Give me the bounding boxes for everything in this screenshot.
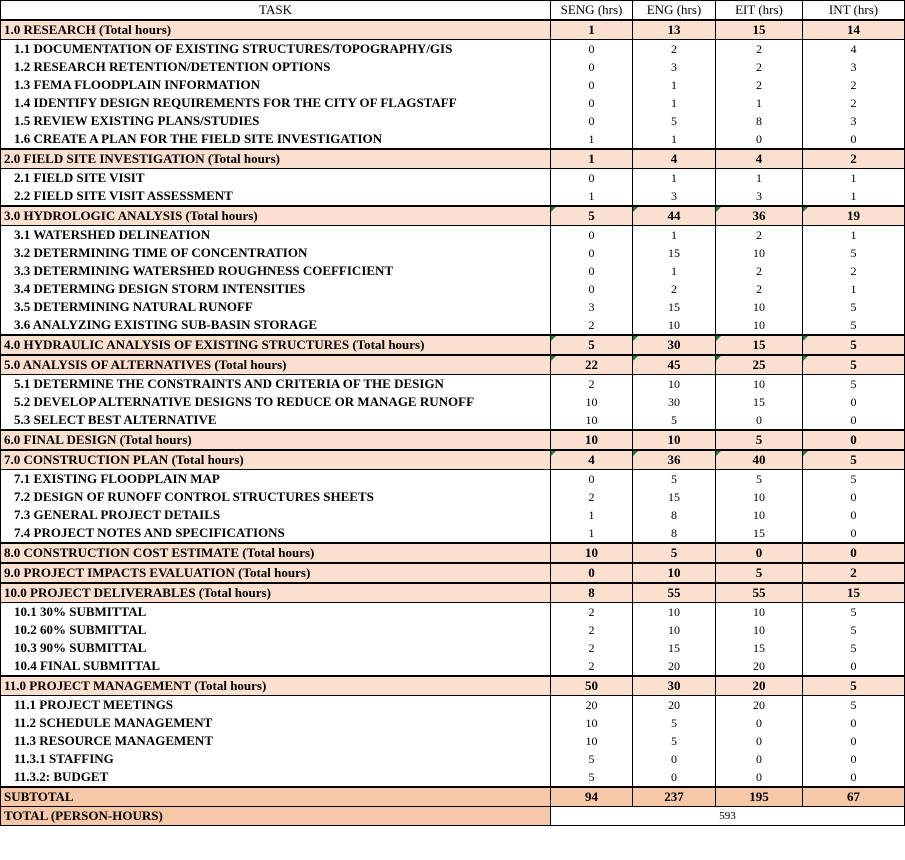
cell-int: 5 bbox=[803, 621, 905, 639]
cell-int: 1 bbox=[803, 280, 905, 298]
task-total-row bbox=[1, 20, 905, 40]
header-row bbox=[1, 1, 905, 21]
subtask-row bbox=[1, 657, 905, 676]
cell-seng: 0 bbox=[551, 94, 633, 112]
grand-total-label: TOTAL (PERSON-HOURS) bbox=[1, 807, 551, 826]
cell-eit: 2 bbox=[716, 226, 803, 245]
cell-eng: 5 bbox=[633, 112, 716, 130]
cell-eit: 5 bbox=[716, 430, 803, 450]
subtask-row bbox=[1, 58, 905, 76]
cell-task: 1.3 FEMA FLOODPLAIN INFORMATION bbox=[1, 76, 551, 94]
cell-int: 5 bbox=[803, 316, 905, 335]
cell-seng: 2 bbox=[551, 488, 633, 506]
cell-eit: 55 bbox=[716, 583, 803, 603]
cell-eit: 10 bbox=[716, 603, 803, 622]
cell-seng: 2 bbox=[551, 316, 633, 335]
cell-eng: 5 bbox=[633, 411, 716, 430]
cell-seng: 3 bbox=[551, 298, 633, 316]
cell-eng: 4 bbox=[633, 149, 716, 169]
cell-seng: 8 bbox=[551, 583, 633, 603]
cell-eit: 10 bbox=[716, 375, 803, 394]
cell-int: 0 bbox=[803, 768, 905, 787]
cell-task: 5.0 ANALYSIS OF ALTERNATIVES (Total hours) bbox=[1, 355, 551, 375]
cell-int: 5 bbox=[803, 639, 905, 657]
task-total-row bbox=[1, 355, 905, 375]
cell-int: 0 bbox=[803, 130, 905, 149]
task-total-row bbox=[1, 676, 905, 696]
cell-seng: 0 bbox=[551, 262, 633, 280]
cell-task: 1.1 DOCUMENTATION OF EXISTING STRUCTURES/TOPOGRAPHY/GIS bbox=[1, 40, 551, 59]
cell-eit: 2 bbox=[716, 280, 803, 298]
cell-task: 10.3 90% SUBMITTAL bbox=[1, 639, 551, 657]
cell-seng: 0 bbox=[551, 244, 633, 262]
cell-seng: 0 bbox=[551, 76, 633, 94]
cell-int: 2 bbox=[803, 563, 905, 583]
cell-eng: 13 bbox=[633, 20, 716, 40]
cell-task: 11.0 PROJECT MANAGEMENT (Total hours) bbox=[1, 676, 551, 696]
cell-eit: 0 bbox=[716, 130, 803, 149]
grand-total-value: 593 bbox=[551, 807, 905, 826]
cell-eng: 30 bbox=[633, 676, 716, 696]
cell-seng: 20 bbox=[551, 696, 633, 715]
cell-int: 4 bbox=[803, 40, 905, 59]
cell-task: 3.6 ANALYZING EXISTING SUB-BASIN STORAGE bbox=[1, 316, 551, 335]
cell-int: 0 bbox=[803, 506, 905, 524]
cell-task: 1.0 RESEARCH (Total hours) bbox=[1, 20, 551, 40]
cell-int: 0 bbox=[803, 393, 905, 411]
cell-eng: 3 bbox=[633, 58, 716, 76]
cell-eit: 0 bbox=[716, 411, 803, 430]
cell-task: 3.2 DETERMINING TIME OF CONCENTRATION bbox=[1, 244, 551, 262]
cell-eng: 20 bbox=[633, 696, 716, 715]
cell-eng: 15 bbox=[633, 244, 716, 262]
cell-task: 5.3 SELECT BEST ALTERNATIVE bbox=[1, 411, 551, 430]
subtask-row bbox=[1, 411, 905, 430]
subtask-row bbox=[1, 639, 905, 657]
cell-int: 0 bbox=[803, 411, 905, 430]
cell-int: 0 bbox=[803, 714, 905, 732]
cell-int: 5 bbox=[803, 603, 905, 622]
cell-seng: 22 bbox=[551, 355, 633, 375]
cell-seng: 10 bbox=[551, 543, 633, 563]
cell-task: 1.4 IDENTIFY DESIGN REQUIREMENTS FOR THE CITY OF FLAGSTAFF bbox=[1, 94, 551, 112]
cell-int: 14 bbox=[803, 20, 905, 40]
cell-seng: 2 bbox=[551, 375, 633, 394]
cell-int: 0 bbox=[803, 657, 905, 676]
cell-eit: 20 bbox=[716, 676, 803, 696]
task-total-row bbox=[1, 335, 905, 355]
cell-seng: 4 bbox=[551, 450, 633, 470]
cell-eit: 0 bbox=[716, 714, 803, 732]
cell-int: 5 bbox=[803, 450, 905, 470]
cell-int: 1 bbox=[803, 169, 905, 188]
cell-task: 8.0 CONSTRUCTION COST ESTIMATE (Total hours) bbox=[1, 543, 551, 563]
cell-int: 0 bbox=[803, 524, 905, 543]
cell-eng: 5 bbox=[633, 543, 716, 563]
cell-eng: 1 bbox=[633, 76, 716, 94]
cell-task: 10.1 30% SUBMITTAL bbox=[1, 603, 551, 622]
cell-seng: 10 bbox=[551, 714, 633, 732]
cell-eit: 0 bbox=[716, 732, 803, 750]
cell-int: 0 bbox=[803, 732, 905, 750]
subtask-row bbox=[1, 280, 905, 298]
cell-task: 2.0 FIELD SITE INVESTIGATION (Total hours) bbox=[1, 149, 551, 169]
cell-task: 3.5 DETERMINING NATURAL RUNOFF bbox=[1, 298, 551, 316]
cell-seng: 1 bbox=[551, 149, 633, 169]
cell-task: 1.6 CREATE A PLAN FOR THE FIELD SITE INVESTIGATION bbox=[1, 130, 551, 149]
subtotal-int: 67 bbox=[803, 787, 905, 807]
cell-eng: 10 bbox=[633, 563, 716, 583]
cell-int: 5 bbox=[803, 676, 905, 696]
cell-int: 1 bbox=[803, 226, 905, 245]
subtask-row bbox=[1, 750, 905, 768]
subtask-row bbox=[1, 603, 905, 622]
cell-seng: 1 bbox=[551, 20, 633, 40]
cell-eit: 15 bbox=[716, 20, 803, 40]
cell-eng: 10 bbox=[633, 375, 716, 394]
cell-eit: 5 bbox=[716, 563, 803, 583]
cell-seng: 5 bbox=[551, 335, 633, 355]
cell-int: 0 bbox=[803, 543, 905, 563]
cell-eng: 55 bbox=[633, 583, 716, 603]
task-total-row bbox=[1, 450, 905, 470]
subtask-row bbox=[1, 226, 905, 245]
cell-seng: 2 bbox=[551, 621, 633, 639]
subtask-row bbox=[1, 187, 905, 206]
subtask-row bbox=[1, 40, 905, 59]
table-body bbox=[1, 20, 905, 787]
cell-task: 6.0 FINAL DESIGN (Total hours) bbox=[1, 430, 551, 450]
subtotal-row bbox=[1, 787, 905, 807]
cell-eng: 0 bbox=[633, 750, 716, 768]
cell-seng: 0 bbox=[551, 470, 633, 489]
subtask-row bbox=[1, 393, 905, 411]
subtotal-eit: 195 bbox=[716, 787, 803, 807]
cell-eit: 0 bbox=[716, 543, 803, 563]
subtotal-label: SUBTOTAL bbox=[1, 787, 551, 807]
cell-task: 11.1 PROJECT MEETINGS bbox=[1, 696, 551, 715]
cell-eit: 10 bbox=[716, 244, 803, 262]
cell-seng: 2 bbox=[551, 657, 633, 676]
cell-seng: 1 bbox=[551, 506, 633, 524]
header-task: TASK bbox=[1, 1, 551, 21]
cell-eit: 0 bbox=[716, 768, 803, 787]
cell-eng: 10 bbox=[633, 316, 716, 335]
cell-eng: 0 bbox=[633, 768, 716, 787]
cell-int: 2 bbox=[803, 262, 905, 280]
cell-task: 10.4 FINAL SUBMITTAL bbox=[1, 657, 551, 676]
cell-seng: 10 bbox=[551, 411, 633, 430]
cell-seng: 0 bbox=[551, 40, 633, 59]
cell-eng: 5 bbox=[633, 470, 716, 489]
cell-int: 1 bbox=[803, 187, 905, 206]
cell-eng: 36 bbox=[633, 450, 716, 470]
cell-eng: 2 bbox=[633, 40, 716, 59]
cell-eng: 1 bbox=[633, 94, 716, 112]
cell-seng: 0 bbox=[551, 112, 633, 130]
cell-seng: 1 bbox=[551, 187, 633, 206]
cell-task: 3.3 DETERMINING WATERSHED ROUGHNESS COEFFICIENT bbox=[1, 262, 551, 280]
subtask-row bbox=[1, 112, 905, 130]
cell-seng: 0 bbox=[551, 169, 633, 188]
cell-seng: 0 bbox=[551, 280, 633, 298]
cell-eit: 2 bbox=[716, 76, 803, 94]
subtotal-seng: 94 bbox=[551, 787, 633, 807]
subtask-row bbox=[1, 375, 905, 394]
cell-task: 7.0 CONSTRUCTION PLAN (Total hours) bbox=[1, 450, 551, 470]
cell-eit: 2 bbox=[716, 58, 803, 76]
subtask-row bbox=[1, 244, 905, 262]
cell-seng: 5 bbox=[551, 206, 633, 226]
cell-eit: 15 bbox=[716, 639, 803, 657]
cell-eng: 15 bbox=[633, 298, 716, 316]
subtask-row bbox=[1, 768, 905, 787]
cell-eng: 15 bbox=[633, 488, 716, 506]
cell-eng: 10 bbox=[633, 621, 716, 639]
cell-seng: 50 bbox=[551, 676, 633, 696]
cell-task: 1.2 RESEARCH RETENTION/DETENTION OPTIONS bbox=[1, 58, 551, 76]
cell-int: 19 bbox=[803, 206, 905, 226]
cell-int: 3 bbox=[803, 58, 905, 76]
cell-task: 7.4 PROJECT NOTES AND SPECIFICATIONS bbox=[1, 524, 551, 543]
cell-eit: 4 bbox=[716, 149, 803, 169]
cell-seng: 0 bbox=[551, 58, 633, 76]
header-eng: ENG (hrs) bbox=[633, 1, 716, 21]
cell-eng: 3 bbox=[633, 187, 716, 206]
cell-eng: 1 bbox=[633, 262, 716, 280]
cell-eit: 5 bbox=[716, 470, 803, 489]
subtask-row bbox=[1, 316, 905, 335]
header-eit: EIT (hrs) bbox=[716, 1, 803, 21]
cell-seng: 2 bbox=[551, 603, 633, 622]
cell-task: 1.5 REVIEW EXISTING PLANS/STUDIES bbox=[1, 112, 551, 130]
cell-task: 5.2 DEVELOP ALTERNATIVE DESIGNS TO REDUCE OR MANAGE RUNOFF bbox=[1, 393, 551, 411]
cell-eng: 1 bbox=[633, 226, 716, 245]
cell-eng: 2 bbox=[633, 280, 716, 298]
subtask-row bbox=[1, 696, 905, 715]
cell-task: 3.0 HYDROLOGIC ANALYSIS (Total hours) bbox=[1, 206, 551, 226]
cell-task: 3.4 DETERMING DESIGN STORM INTENSITIES bbox=[1, 280, 551, 298]
cell-eit: 10 bbox=[716, 316, 803, 335]
cell-seng: 5 bbox=[551, 750, 633, 768]
cell-eit: 10 bbox=[716, 621, 803, 639]
cell-task: 11.2 SCHEDULE MANAGEMENT bbox=[1, 714, 551, 732]
cell-seng: 5 bbox=[551, 768, 633, 787]
task-total-row bbox=[1, 149, 905, 169]
cell-eit: 40 bbox=[716, 450, 803, 470]
task-total-row bbox=[1, 583, 905, 603]
subtask-row bbox=[1, 169, 905, 188]
cell-task: 7.3 GENERAL PROJECT DETAILS bbox=[1, 506, 551, 524]
cell-eng: 44 bbox=[633, 206, 716, 226]
cell-seng: 1 bbox=[551, 130, 633, 149]
header-int: INT (hrs) bbox=[803, 1, 905, 21]
subtask-row bbox=[1, 732, 905, 750]
header-seng: SENG (hrs) bbox=[551, 1, 633, 21]
cell-task: 10.0 PROJECT DELIVERABLES (Total hours) bbox=[1, 583, 551, 603]
cell-int: 5 bbox=[803, 335, 905, 355]
subtotal-eng: 237 bbox=[633, 787, 716, 807]
cell-int: 2 bbox=[803, 94, 905, 112]
cell-task: 2.2 FIELD SITE VISIT ASSESSMENT bbox=[1, 187, 551, 206]
cell-task: 3.1 WATERSHED DELINEATION bbox=[1, 226, 551, 245]
cell-task: 5.1 DETERMINE THE CONSTRAINTS AND CRITERIA OF THE DESIGN bbox=[1, 375, 551, 394]
subtask-row bbox=[1, 262, 905, 280]
cell-eng: 45 bbox=[633, 355, 716, 375]
cell-eng: 20 bbox=[633, 657, 716, 676]
cell-int: 15 bbox=[803, 583, 905, 603]
cell-eng: 10 bbox=[633, 603, 716, 622]
cell-task: 11.3.1 STAFFING bbox=[1, 750, 551, 768]
task-total-row bbox=[1, 543, 905, 563]
cell-int: 0 bbox=[803, 430, 905, 450]
cell-seng: 1 bbox=[551, 524, 633, 543]
cell-task: 9.0 PROJECT IMPACTS EVALUATION (Total hours) bbox=[1, 563, 551, 583]
cell-eng: 8 bbox=[633, 524, 716, 543]
cell-int: 0 bbox=[803, 488, 905, 506]
cell-int: 2 bbox=[803, 149, 905, 169]
cell-seng: 0 bbox=[551, 226, 633, 245]
cell-eit: 3 bbox=[716, 187, 803, 206]
subtask-row bbox=[1, 130, 905, 149]
cell-int: 2 bbox=[803, 76, 905, 94]
cell-int: 5 bbox=[803, 298, 905, 316]
cell-eng: 15 bbox=[633, 639, 716, 657]
cell-seng: 0 bbox=[551, 563, 633, 583]
cell-eit: 10 bbox=[716, 298, 803, 316]
cell-task: 4.0 HYDRAULIC ANALYSIS OF EXISTING STRUCTURES (Total hours) bbox=[1, 335, 551, 355]
cell-int: 5 bbox=[803, 244, 905, 262]
cell-task: 11.3.2: BUDGET bbox=[1, 768, 551, 787]
cell-int: 5 bbox=[803, 375, 905, 394]
subtask-row bbox=[1, 470, 905, 489]
cell-eit: 1 bbox=[716, 169, 803, 188]
cell-eit: 20 bbox=[716, 657, 803, 676]
cell-eng: 5 bbox=[633, 732, 716, 750]
subtask-row bbox=[1, 714, 905, 732]
cell-int: 5 bbox=[803, 696, 905, 715]
subtask-row bbox=[1, 506, 905, 524]
cell-task: 7.1 EXISTING FLOODPLAIN MAP bbox=[1, 470, 551, 489]
cell-int: 5 bbox=[803, 355, 905, 375]
cell-eng: 5 bbox=[633, 714, 716, 732]
cell-eit: 10 bbox=[716, 488, 803, 506]
cell-eit: 15 bbox=[716, 393, 803, 411]
cell-eng: 30 bbox=[633, 335, 716, 355]
task-total-row bbox=[1, 430, 905, 450]
cell-seng: 10 bbox=[551, 393, 633, 411]
cell-eit: 20 bbox=[716, 696, 803, 715]
grand-total-row bbox=[1, 807, 905, 826]
cell-eit: 25 bbox=[716, 355, 803, 375]
cell-eng: 1 bbox=[633, 130, 716, 149]
subtask-row bbox=[1, 94, 905, 112]
cell-eit: 15 bbox=[716, 335, 803, 355]
cell-eng: 30 bbox=[633, 393, 716, 411]
cell-seng: 2 bbox=[551, 639, 633, 657]
cell-int: 0 bbox=[803, 750, 905, 768]
cell-seng: 10 bbox=[551, 732, 633, 750]
cell-eit: 10 bbox=[716, 506, 803, 524]
cell-seng: 10 bbox=[551, 430, 633, 450]
subtask-row bbox=[1, 524, 905, 543]
cell-eng: 1 bbox=[633, 169, 716, 188]
subtask-row bbox=[1, 621, 905, 639]
task-total-row bbox=[1, 206, 905, 226]
cell-int: 3 bbox=[803, 112, 905, 130]
cell-eit: 0 bbox=[716, 750, 803, 768]
cell-eng: 8 bbox=[633, 506, 716, 524]
task-total-row bbox=[1, 563, 905, 583]
cell-task: 2.1 FIELD SITE VISIT bbox=[1, 169, 551, 188]
cell-int: 5 bbox=[803, 470, 905, 489]
cell-eit: 8 bbox=[716, 112, 803, 130]
cell-task: 11.3 RESOURCE MANAGEMENT bbox=[1, 732, 551, 750]
cell-eng: 10 bbox=[633, 430, 716, 450]
cell-eit: 36 bbox=[716, 206, 803, 226]
subtask-row bbox=[1, 76, 905, 94]
subtask-row bbox=[1, 488, 905, 506]
subtask-row bbox=[1, 298, 905, 316]
cell-task: 10.2 60% SUBMITTAL bbox=[1, 621, 551, 639]
cell-eit: 2 bbox=[716, 262, 803, 280]
cell-eit: 2 bbox=[716, 40, 803, 59]
cell-eit: 15 bbox=[716, 524, 803, 543]
cell-task: 7.2 DESIGN OF RUNOFF CONTROL STRUCTURES SHEETS bbox=[1, 488, 551, 506]
cell-eit: 1 bbox=[716, 94, 803, 112]
